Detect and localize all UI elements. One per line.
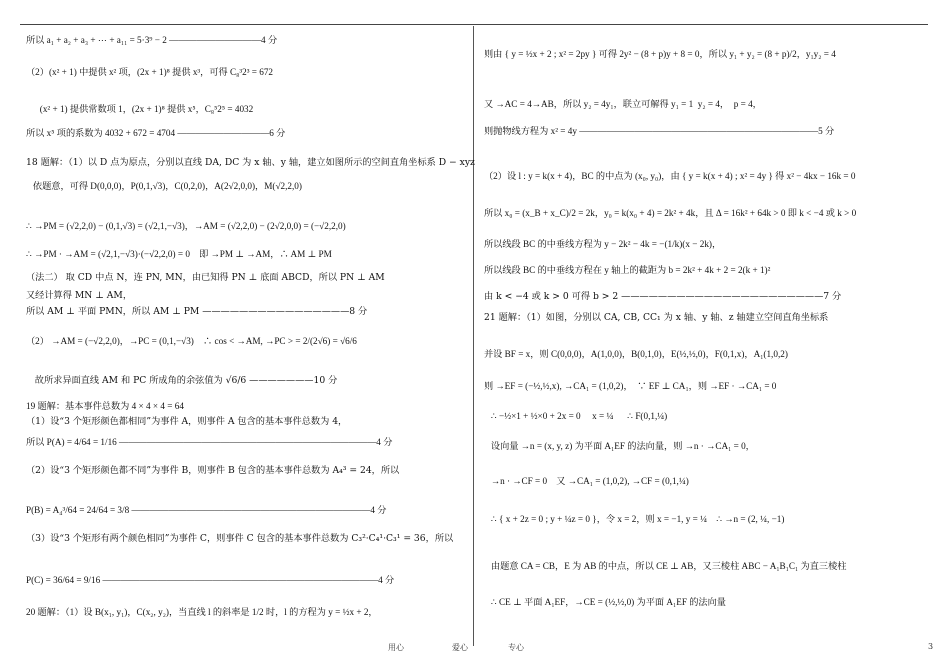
text-line: （法二） 取 CD 中点 N，连 PN, MN，由已知得 PN ⊥ 底面 ABCD，所以 PN ⊥ AM [26,272,385,283]
header-rule [20,24,928,25]
text-line: ∴ →PM = (√2,2,0) − (0,1,√3) = (√2,1,−√3)，→AM = (√2,2,0) − (2√2,0,0) = (−√2,2,0) [26,221,346,231]
text-line: （1）设“3 个矩形颜色都相同”为事件 A，则事件 A 包含的基本事件总数为 4， [26,416,348,427]
text-line: 由 k < −4 或 k > 0 可得 b > 2 ——————————————————————7 分 [484,291,842,302]
text-line: 21 题解：（1）如图，分别以 CA, CB, CC₁ 为 x 轴、y 轴、z 轴建立空间直角坐标系 [484,312,829,323]
text-line: 又经计算得 MN ⊥ AM， [26,290,133,301]
text-line: ∴ CE ⊥ 平面 A₁EF，→CE = (½,½,0) 为平面 A₁EF 的法向量 [484,597,726,607]
footer-word-3: 专心 [508,643,524,652]
text-line: 所以线段 BC 的中垂线方程在 y 轴上的截距为 b = 2k² + 4k + 2 = 2(k + 1)² [484,265,771,275]
text-line: P(C) = 36/64 = 9/16 ——————————————————————————————4 分 [26,575,395,585]
text-line: 则 →EF = (−½,½,x), →CA₁ = (1,0,2)， ∵ EF ⊥ CA₁，则 →EF · →CA₁ = 0 [484,381,777,391]
text-line: →n · →CF = 0 又 →CA₁ = (1,0,2), →CF = (0,1,¼) [484,476,689,486]
text-line: ∴ { x + 2z = 0 ; y + ¼z = 0 }，令 x = 2，则 x = −1, y = ¼ ∴ →n = (2, ¼, −1) [484,514,785,524]
text-line: 设向量 →n = (x, y, z) 为平面 A₁EF 的法向量，则 →n · →CA₁ = 0， [484,441,755,451]
page-number: 3 [928,642,934,651]
text-line: （3）设“3 个矩形有两个颜色相同”为事件 C，则事件 C 包含的基本事件总数为 C₃²·C₄¹·C₃¹ = 36，所以 [26,533,454,544]
text-line: P(B) = A₄³/64 = 24/64 = 3/8 ——————————————————————————4 分 [26,505,387,515]
text-line: ∴ −½×1 + ½×0 + 2x = 0 x = ¼ ∴ F(0,1,¼) [484,411,668,421]
footer-word-1: 用心 [388,643,404,652]
text-line: （2）设“3 个矩形颜色都不同”为事件 B，则事件 B 包含的基本事件总数为 A₄³ = 24，所以 [26,465,400,476]
column-divider [473,26,474,646]
text-line: ∴ →PM · →AM = (√2,1,−√3)·(−√2,2,0) = 0 即 →PM ⊥ →AM，∴ AM ⊥ PM [26,249,332,259]
text-line: 故所求异面直线 AM 和 PC 所成角的余弦值为 √6/6 ———————10 分 [26,375,338,386]
footer-word-2: 爱心 [452,643,468,652]
text-line: (x² + 1) 提供常数项 1，(2x + 1)⁸ 提供 x⁵，C₈⁵2⁵ = 4032 [26,104,254,114]
text-line: 所以 x₀ = (x_B + x_C)/2 = 2k，y₀ = k(x₀ + 4) = 2k² + 4k，且 Δ = 16k² + 64k > 0 即 k < −4 或 k > 0 [484,208,857,218]
text-line: 又 →AC = 4→AB，所以 y₂ = 4y₁，联立可解得 y₁ = 1 y₂ = 4， p = 4， [484,99,762,109]
text-line: （2）(x² + 1) 中提供 x² 项，(2x + 1)⁸ 提供 x³，可得 C₈³2³ = 672 [26,67,274,77]
text-line: （2） →AM = (−√2,2,0)，→PC = (0,1,−√3) ∴ cos < →AM, →PC > = 2/(2√6) = √6/6 [26,336,357,346]
text-line: 则由 { y = ½x + 2 ; x² = 2py } 可得 2y² − (8 + p)y + 8 = 0，所以 y₁ + y₂ = (8 + p)/2，y₁y₂ = 4 [484,49,836,59]
text-line: 所以 AM ⊥ 平面 PMN，所以 AM ⊥ PM ————————————————8 分 [26,306,368,317]
text-line: 则抛物线方程为 x² = 4y ——————————————————————————5 分 [484,126,835,136]
text-line: 所以 P(A) = 4/64 = 1/16 ————————————————————————————4 分 [26,437,393,447]
text-line: 20 题解：（1）设 B(x₁, y₁)，C(x₂, y₂)，当直线 l 的斜率是 1/2 时，l 的方程为 y = ½x + 2， [26,607,378,617]
text-line: 依题意，可得 D(0,0,0)，P(0,1,√3)，C(0,2,0)，A(2√2,0,0)，M(√2,2,0) [26,181,302,191]
text-line: 19 题解：基本事件总数为 4 × 4 × 4 = 64 [26,401,184,411]
text-line: 18 题解：（1）以 D 点为原点，分别以直线 DA, DC 为 x 轴、y 轴，建立如图所示的空间直角坐标系 D − xyz [26,157,475,168]
text-line: 所以线段 BC 的中垂线方程为 y − 2k² − 4k = −(1/k)(x − 2k)， [484,239,722,249]
text-line: 所以 a₁ + a₂ + a₃ + ⋯ + a₁₁ = 5·3⁹ − 2 ——————————4 分 [26,35,278,45]
text-line: 并设 BF = x，则 C(0,0,0)，A(1,0,0)，B(0,1,0)，E(½,½,0)，F(0,1,x)，A₁(1,0,2) [484,349,788,359]
text-line: （2）设 l : y = k(x + 4)，BC 的中点为 (x₀, y₀)，由 { y = k(x + 4) ; x² = 4y } 得 x² − 4kx − 16k = 0 [484,171,856,181]
text-line: 由题意 CA = CB，E 为 AB 的中点，所以 CE ⊥ AB，又三棱柱 ABC − A₁B₁C₁ 为直三棱柱 [484,561,847,571]
text-line: 所以 x⁵ 项的系数为 4032 + 672 = 4704 ——————————6 分 [26,128,286,138]
